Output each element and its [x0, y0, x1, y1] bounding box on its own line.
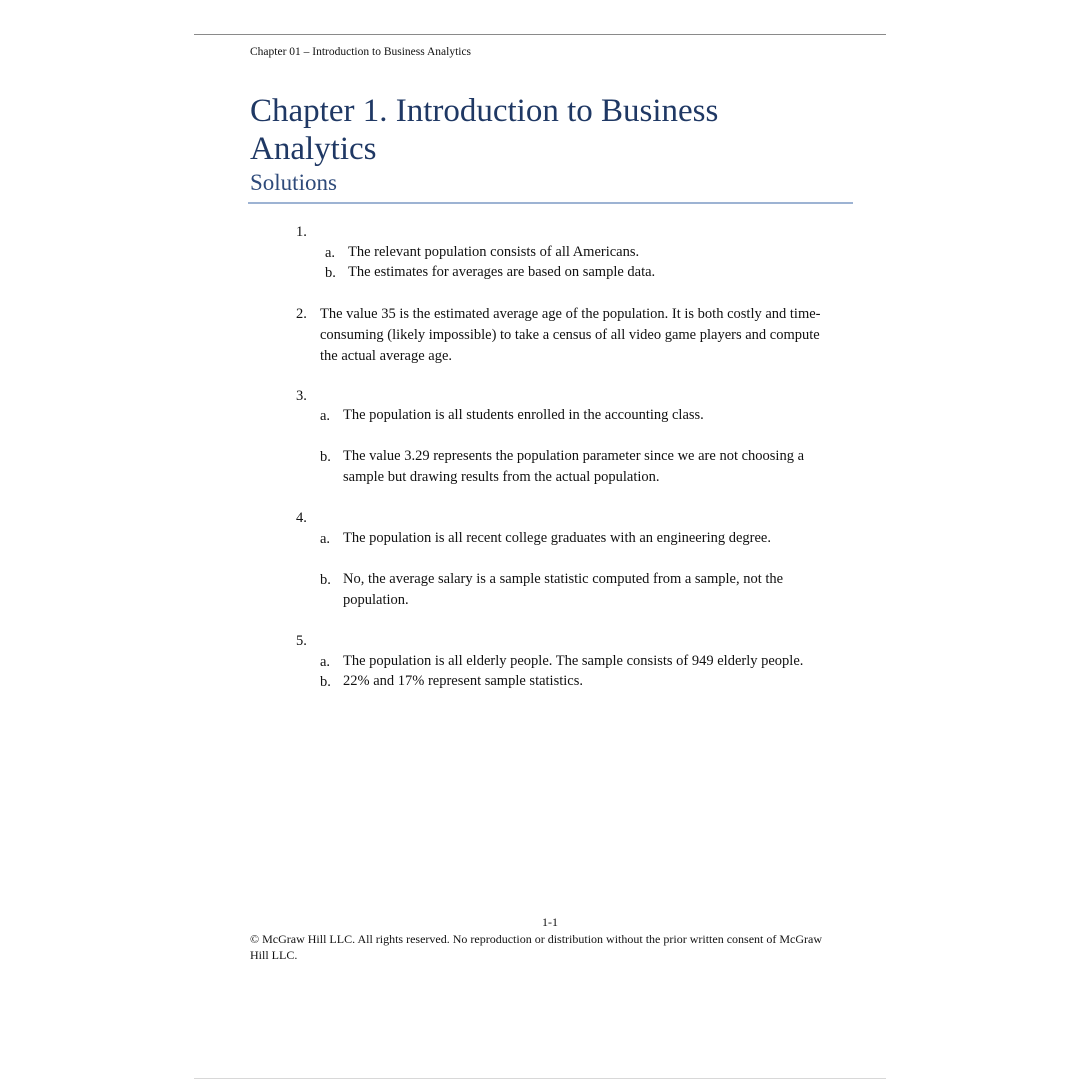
q4-a-text: The population is all recent college graduates with an engineering degree.	[343, 530, 771, 546]
q2-text: The value 35 is the estimated average age of the population. It is both costly and time-consuming (likely impossible) to take a census of all video game players and compute the actual average age.	[320, 306, 821, 364]
q5-b-label: b.	[320, 674, 331, 690]
q4-number: 4.	[296, 510, 307, 526]
title-divider	[248, 202, 853, 204]
q1-a-label: a.	[325, 245, 336, 261]
q5-a-text: The population is all elderly people. The sample consists of 949 elderly people.	[343, 653, 804, 669]
q5-number: 5.	[296, 633, 307, 649]
page-title: Chapter 1. Introduction to Business Analytics	[250, 93, 719, 167]
running-header: Chapter 01 – Introduction to Business Analytics	[250, 46, 472, 58]
q2-number: 2.	[296, 306, 307, 322]
q3-b-text: The value 3.29 represents the population parameter since we are not choosing a sample but drawing results from the actual population.	[343, 448, 805, 485]
page-subtitle: Solutions	[250, 170, 337, 195]
page-number: 1-1	[542, 915, 558, 929]
q3-a-label: a.	[320, 408, 331, 424]
q3-a-text: The population is all students enrolled in the accounting class.	[343, 407, 704, 423]
q3-b-label: b.	[320, 449, 331, 465]
q1-b-label: b.	[325, 265, 336, 281]
q4-a-label: a.	[320, 531, 331, 547]
q1-a-text: The relevant population consists of all Americans.	[348, 244, 640, 260]
q5-b-text: 22% and 17% represent sample statistics.	[343, 673, 583, 689]
q4-b-label: b.	[320, 572, 331, 588]
bottom-divider	[194, 1078, 886, 1079]
q3-number: 3.	[296, 388, 307, 404]
q5-a-label: a.	[320, 654, 331, 670]
copyright-notice: © McGraw Hill LLC. All rights reserved. No reproduction or distribution without the prior written consent of McGraw Hill LLC.	[250, 932, 823, 962]
q4-b-text: No, the average salary is a sample statistic computed from a sample, not the population.	[343, 571, 784, 608]
q1-b-text: The estimates for averages are based on sample data.	[348, 264, 656, 280]
top-divider	[194, 34, 886, 35]
q1-number: 1.	[296, 224, 307, 240]
